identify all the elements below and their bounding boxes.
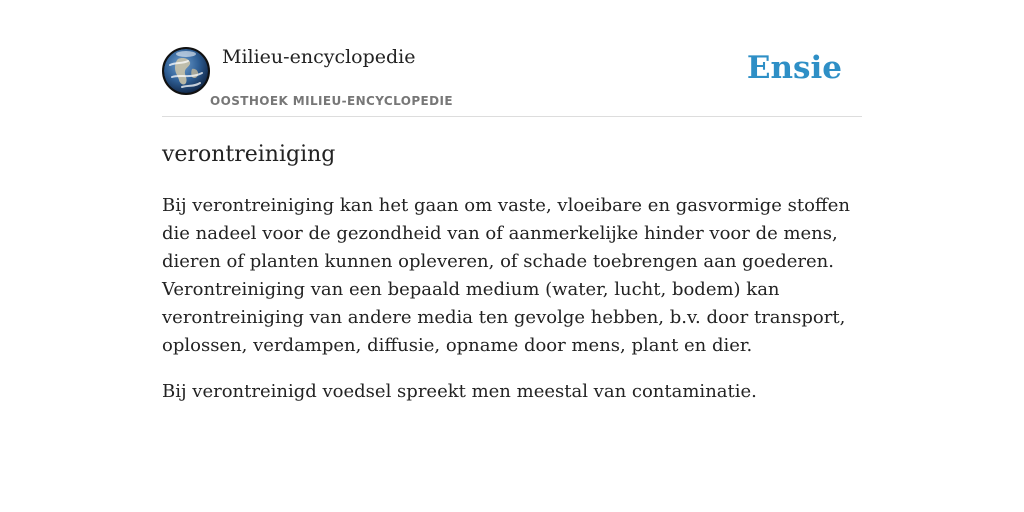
article-paragraph: Bij verontreiniging kan het gaan om vaste, vloeibare en gasvormige stoffen die nadeel voor de gezondheid van of aanmerkelijke hinder voor de mens, dieren of planten kunnen opleveren, of schade toebrengen aan goederen. Verontreiniging van een bepaald medium (water, lucht, bodem) kan verontreiniging van andere media ten gevolge hebben, b.v. door transport, oplossen, verdampen, diffusie, opname door mens, plant en dier.: [162, 195, 850, 356]
article-term: verontreiniging: [162, 142, 336, 167]
site-subtitle: OOSTHOEK MILIEU-ENCYCLOPEDIE: [210, 94, 453, 108]
article-paragraph: Bij verontreinigd voedsel spreekt men meestal van contaminatie.: [162, 381, 757, 402]
article: [162, 140, 862, 424]
brand-logo-link[interactable]: Ensie: [746, 50, 842, 86]
globe-icon[interactable]: [162, 47, 210, 95]
site-header: [162, 40, 862, 117]
site-title[interactable]: Milieu-encyclopedie: [222, 46, 416, 68]
